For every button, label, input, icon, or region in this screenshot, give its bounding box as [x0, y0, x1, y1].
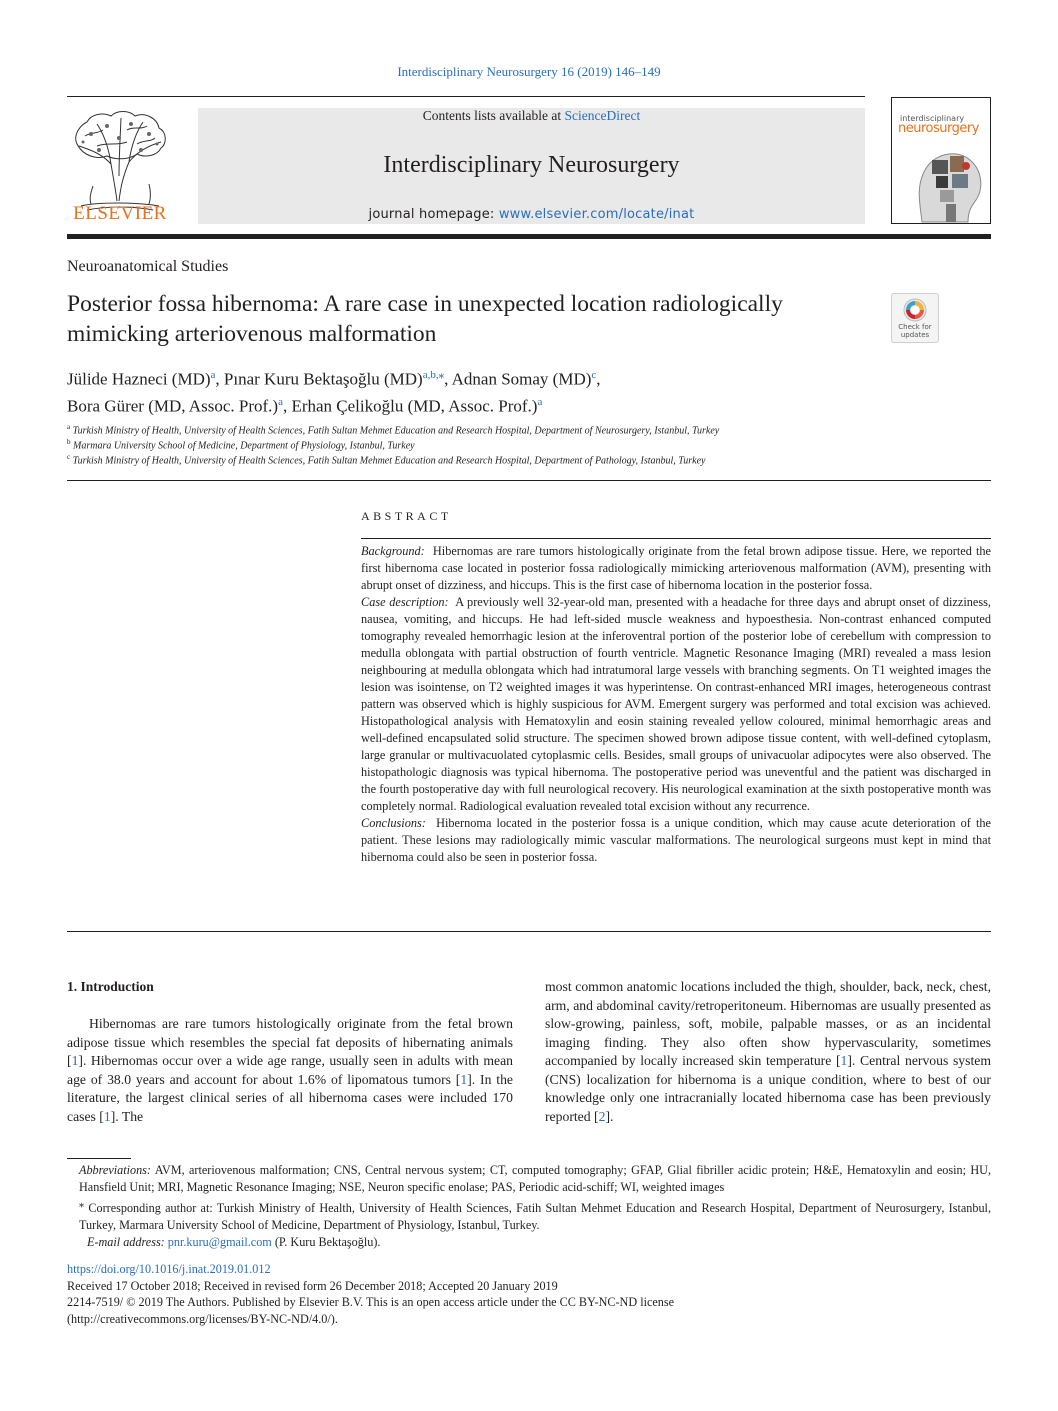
- license-url: (http://creativecommons.org/licenses/BY-NC-ND/4.0/).: [67, 1311, 338, 1326]
- footnote-rule: [67, 1158, 131, 1159]
- check-for-updates-badge[interactable]: [891, 293, 939, 343]
- introduction-heading: 1. Introduction: [67, 979, 154, 994]
- author-separator: ,: [215, 369, 224, 389]
- abstract-bottom-rule: [67, 931, 991, 932]
- affiliation-b: $^b$ Marmara University School of Medicine, Department of Physiology, Istanbul, Turkey: [67, 438, 415, 452]
- introduction-left-column: Hibernomas are rare tumors histologically originate from the fetal brown adipose tissue which resembles the special fat deposits of hibernating animals [1]. Hibernomas occur over a wide age range, usually seen in adults with mean age of 38.0 years and account for about 1.6% of lipomatous tumors [1]. In the literature, the largest clinical series of all hibernoma cases were included 170 cases [1]. The: [67, 1016, 513, 1124]
- journal-citation-link[interactable]: Interdisciplinary Neurosurgery 16 (2019) 146–149: [397, 64, 661, 79]
- author-affiliation-mark[interactable]: a,b,⁎: [422, 369, 445, 381]
- introduction-right-column: most common anatomic locations included the thigh, shoulder, back, neck, chest, arm, and abdominal cavity/retroperitoneum. Hibernomas are usually presented as slow-growing, painless, soft, mobile, palpable masses, or as an incidental imaging finding. They also often show hypervascularity, sometimes accompanied by locally increased skin temperature [1]. Central nervous system (CNS) localization for hibernoma is a unique condition, where to best of our knowledge only one intracranially located hibernoma case has been previously reported [2].: [545, 979, 991, 1124]
- abstract-heading: ABSTRACT: [361, 509, 452, 523]
- reference-link[interactable]: 1: [460, 1071, 468, 1087]
- doi-link[interactable]: https://doi.org/10.1016/j.inat.2019.01.012: [67, 1262, 271, 1276]
- elsevier-wordmark: ELSEVIER: [73, 203, 167, 224]
- top-rule: [67, 96, 865, 97]
- journal-cover-thumbnail[interactable]: [891, 97, 991, 224]
- corresponding-author-footnote: ⁎ Corresponding author at: Turkish Ministry of Health, University of Health Sciences, Fatih Sultan Mehmet Education and Research Hospital, Department of Neurosurgery, Istanbul, Turkey, Marmara University School of Medicine, Department of Physiology, Istanbul, Turkey.: [79, 1199, 991, 1233]
- email-footnote: E-mail address: pnr.kuru@gmail.com (P. Kuru Bektaşoğlu).: [87, 1235, 381, 1250]
- author-affiliation-mark[interactable]: a: [278, 395, 283, 408]
- sciencedirect-link[interactable]: ScienceDirect: [564, 108, 641, 123]
- publication-info: [67, 1261, 991, 1327]
- author-email-link[interactable]: pnr.kuru@gmail.com: [167, 1235, 272, 1250]
- check-updates-icon: [903, 298, 927, 322]
- contents-available-line: Contents lists available at ScienceDirect: [422, 108, 641, 123]
- author-name[interactable]: Erhan Çelikoğlu (MD, Assoc. Prof.): [291, 396, 538, 416]
- abstract-rule: [361, 538, 991, 539]
- abstract-background: Background: Hibernomas are rare tumors histologically originate from the fetal brown adipose tissue. Here, we reported the first hibernoma case located in posterior fossa radiologically mimicking arteriovenous malformation (AVM), presenting with abrupt onset of dizziness, and hiccups. This is the first case of hibernoma location in the posterior fossa.: [361, 544, 991, 592]
- abstract-case-description: Case description: A previously well 32-year-old man, presented with a headache for three days and abrupt onset of dizziness, nausea, vomiting, and hiccups. He had left-sided muscle weakness and hypoesthesia. Non-contrast enhanced computed tomography revealed hemorrhagic lesion at the inferoventral portion of the posterior lobe of cerebellum with compression to medulla oblongata with partial obstruction of fourth ventricle. Magnetic Resonance Imaging (MRI) revealed a mass lesion neighbouring at medulla oblongata which had intratumoral large vessels with branching segments. On T1 weighted images the lesion was isointense, on T2 weighted images it was hyperintense. On contrast-enhanced MRI images, heterogeneous contrast pattern was observed which is highly suspicious for AVM. Emergent surgery was performed and total excision was achieved. Histopathological analysis with Hematoxylin and eosin staining revealed yellow coloured, minimal hemorrhagic areas and well-defined encapsulated solid structure. The specimen showed brown adipose tissue content, with well-defined cytoplasm, large granular or multivacuolated cytoplasmic cells. Besides, small groups of univacuolar adipocytes were also observed. The histopathologic diagnosis was typical hibernoma. The postoperative period was uneventful and the patient was discharged in the fourth postoperative day with full neurological recovery. His neurological examination at the sixth postoperative month was completely normal. Radiological evaluation revealed total excision without any recurrence.: [361, 595, 992, 813]
- author-separator: ,: [282, 396, 292, 416]
- license-line: 2214-7519/ © 2019 The Authors. Published by Elsevier B.V. This is an open access article under the CC BY-NC-ND license: [67, 1295, 675, 1309]
- author-separator: ,: [596, 369, 601, 389]
- footnotes: [67, 1162, 991, 1251]
- author-name[interactable]: Jülide Hazneci (MD): [67, 369, 211, 389]
- article-title: Posterior fossa hibernoma: A rare case in unexpected location radiologically mimicking arteriovenous malformation: [67, 291, 783, 347]
- abstract-conclusions: Conclusions: Hibernoma located in the posterior fossa is a unique condition, which may cause acute deterioration of the patient. These lesions may radiologically mimic vascular malformations. The neurological surgeons must kept in mind that hibernoma could also be seen in posterior fossa.: [361, 816, 991, 864]
- header-thick-rule: [67, 234, 991, 239]
- author-affiliation-mark[interactable]: c: [591, 369, 597, 381]
- journal-title: Interdisciplinary Neurosurgery: [383, 152, 680, 178]
- article-section-label: Neuroanatomical Studies: [67, 258, 229, 275]
- cover-title-line2: neurosurgery: [898, 121, 979, 136]
- affiliation-a: $^a$ Turkish Ministry of Health, University of Health Sciences, Fatih Sultan Mehmet Education and Research Hospital, Department of Neurosurgery, Istanbul, Turkey: [67, 423, 720, 437]
- affiliation-rule: [67, 480, 991, 481]
- author-affiliation-mark[interactable]: a: [537, 395, 543, 408]
- reference-link[interactable]: 2: [598, 1108, 606, 1124]
- abstract-body: [361, 543, 991, 866]
- affiliation-c: $^c$ Turkish Ministry of Health, University of Health Sciences, Fatih Sultan Mehmet Education and Research Hospital, Department of Pathology, Istanbul, Turkey: [67, 453, 706, 467]
- journal-homepage-link[interactable]: www.elsevier.com/locate/inat: [498, 207, 695, 222]
- author-separator: ,: [444, 369, 452, 389]
- reference-link[interactable]: 1: [840, 1053, 848, 1068]
- author-name[interactable]: Pınar Kuru Bektaşoğlu (MD): [223, 369, 423, 389]
- cover-title-line1: interdisciplinary: [900, 114, 965, 123]
- author-affiliation-mark[interactable]: a: [210, 369, 216, 381]
- journal-homepage: journal homepage: www.elsevier.com/locate/inat: [368, 207, 695, 222]
- reference-link[interactable]: 1: [103, 1108, 111, 1124]
- reference-link[interactable]: 1: [71, 1053, 79, 1068]
- author-name[interactable]: Bora Gürer (MD, Assoc. Prof.): [67, 396, 279, 416]
- author-name[interactable]: Adnan Somay (MD): [451, 369, 592, 389]
- abbreviations-footnote: Abbreviations: AVM, arteriovenous malformation; CNS, Central nervous system; CT, computed tomography; GFAP, Glial fibriller acidic protein; H&E, Hematoxylin and eosin; HU, Hansfield Unit; MRI, Magnetic Resonance Imaging; NSE, Neuron specific enolase; PAS, Periodic acid-schiff; WI, weighted images: [79, 1163, 991, 1194]
- cover-head-illustration: [910, 144, 988, 224]
- received-dates: Received 17 October 2018; Received in revised form 26 December 2018; Accepted 20 January 2019: [67, 1278, 558, 1293]
- check-updates-label: Check for updates: [898, 323, 932, 339]
- author-list: [67, 364, 967, 417]
